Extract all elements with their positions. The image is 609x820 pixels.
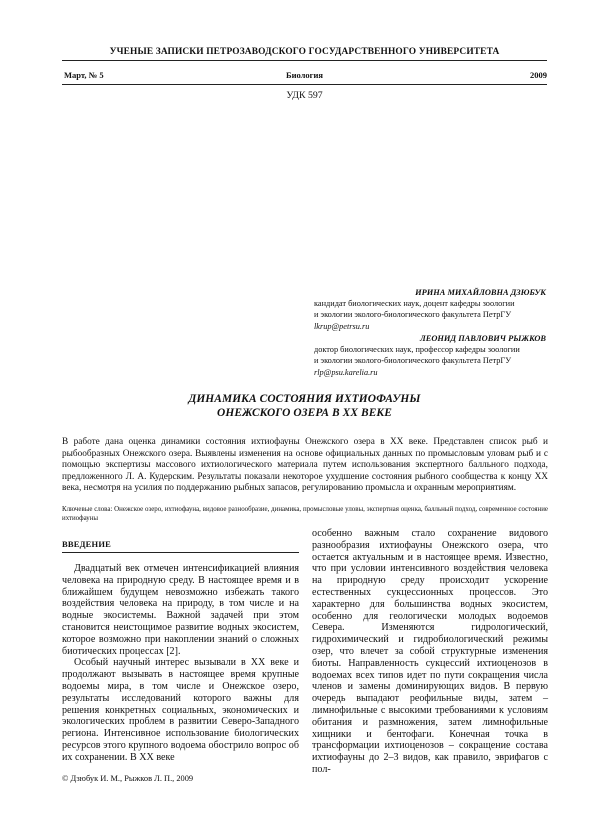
issue-label: Март, № 5 xyxy=(64,70,104,80)
udk-code: УДК 597 xyxy=(286,90,323,101)
article-title xyxy=(0,392,609,420)
author-position: кандидат биологических наук, доцент кафедры зоологии xyxy=(314,299,515,309)
year-label: 2009 xyxy=(530,70,547,80)
journal-title: УЧЕНЫЕ ЗАПИСКИ ПЕТРОЗАВОДСКОГО ГОСУДАРСТВЕННОГО УНИВЕРСИТЕТА xyxy=(109,47,500,57)
keywords xyxy=(62,505,548,523)
author-position: доктор биологических наук, профессор кафедры зоологии xyxy=(314,345,520,355)
header-rule-top xyxy=(62,60,547,61)
article-title-line: ОНЕЖСКОГО ОЗЕРА В XX ВЕКЕ xyxy=(217,407,392,419)
author-name: ЛЕОНИД ПАВЛОВИЧ РЫЖКОВ xyxy=(419,334,546,343)
author-email[interactable]: lkrup@petrsu.ru xyxy=(314,321,370,331)
author-position: и экологии эколого-биологического факультета ПетрГУ xyxy=(314,310,512,320)
copyright: © Дзюбук И. М., Рыжков Л. П., 2009 xyxy=(62,774,194,783)
section-label: Биология xyxy=(285,70,324,80)
body-paragraph: Двадцатый век отмечен интенсификацией влияния человека на природную среду. В настоящее время и в ближайшем будущем невозможно избежать такого воздействия человека на природу, в том числе и на водные экосистемы. Важной задачей при этом становится неистощимое развитие водных экосистем, которое возможно при накоплении знаний о сложных биотических процессах [2]. xyxy=(62,563,299,657)
section-rule xyxy=(62,552,299,553)
keywords-label: Ключевые слова: xyxy=(62,506,113,513)
body-column-right xyxy=(312,528,548,776)
author-position: и экологии эколого-биологического факультета ПетрГУ xyxy=(314,356,512,366)
body-paragraph: особенно важным стало сохранение видового разнообразия ихтиофауны Онежского озера, что остается актуальным и в настоящее время. Известно, что при условии интенсивного воздействия человека на природную среду происходит ускорение естественных сукцессионных процессов. Это характерно для большинства водных экосистем, особенно для геологически молодых водоемов Севера. Изменяются гидрологический, гидрохимический и гидробиологический режимы озер, что влечет за собой структурные изменения биоты. Направленность сукцессий ихтиоценозов в водоемах всех типов идет по пути сокращения числа членов и замены доминирующих видов. В первую очередь выпадают реофильные виды, затем – лимнофильные с высокими требованиями к условиям обитания и размножения, затем лимнофильные хищники и бентофаги. Конечная точка в трансформации ихтиоценозов – сокращение состава ихтиофауны до 2–3 видов, как правило, эврифагов с пол- xyxy=(312,528,548,775)
body-column-left xyxy=(62,563,299,764)
header-rule-bottom xyxy=(62,84,547,85)
section-heading: ВВЕДЕНИЕ xyxy=(62,539,112,549)
author-block-1 xyxy=(314,287,546,332)
abstract: В работе дана оценка динамики состояния ихтиофауны Онежского озера в XX веке. Представлен список рыб и рыбообразных Онежского озера. Выявлены изменения на основе официальных данных по промысловым уловам рыб и с помощью экспертизы массового ихтиологического материала путем использования экспертного балльного подхода, предложенного Л. А. Кудерским. Результаты показали некоторое ухудшение состояния рыбного сообщества к концу XX века, несмотря на усилия по поддержанию рыбных запасов, регулированию промысла и охранным мероприятиям. xyxy=(62,437,548,494)
author-block-2 xyxy=(314,333,546,378)
body-paragraph: Особый научный интерес вызывали в XX веке и продолжают вызывать в настоящее время крупные водоемы мира, в том числе и Онежское озеро, результаты исследований которого важны для решения конкретных социальных, экономических и экологических проблем в развитии Северо-Западного региона. Интенсивное использование биологических ресурсов этого крупного водоема обострило вопрос об их сохранении. В XX веке xyxy=(62,657,299,763)
keywords-list: Онежское озеро, ихтиофауна, видовое разнообразие, динамика, промысловые уловы, экспертная оценка, балльный подход, современное состояние ихтиофауны xyxy=(62,506,548,523)
article-title-line: ДИНАМИКА СОСТОЯНИЯ ИХТИОФАУНЫ xyxy=(188,393,421,405)
author-name: ИРИНА МИХАЙЛОВНА ДЗЮБУК xyxy=(415,288,546,297)
author-email[interactable]: rlp@psu.karelia.ru xyxy=(314,367,378,377)
